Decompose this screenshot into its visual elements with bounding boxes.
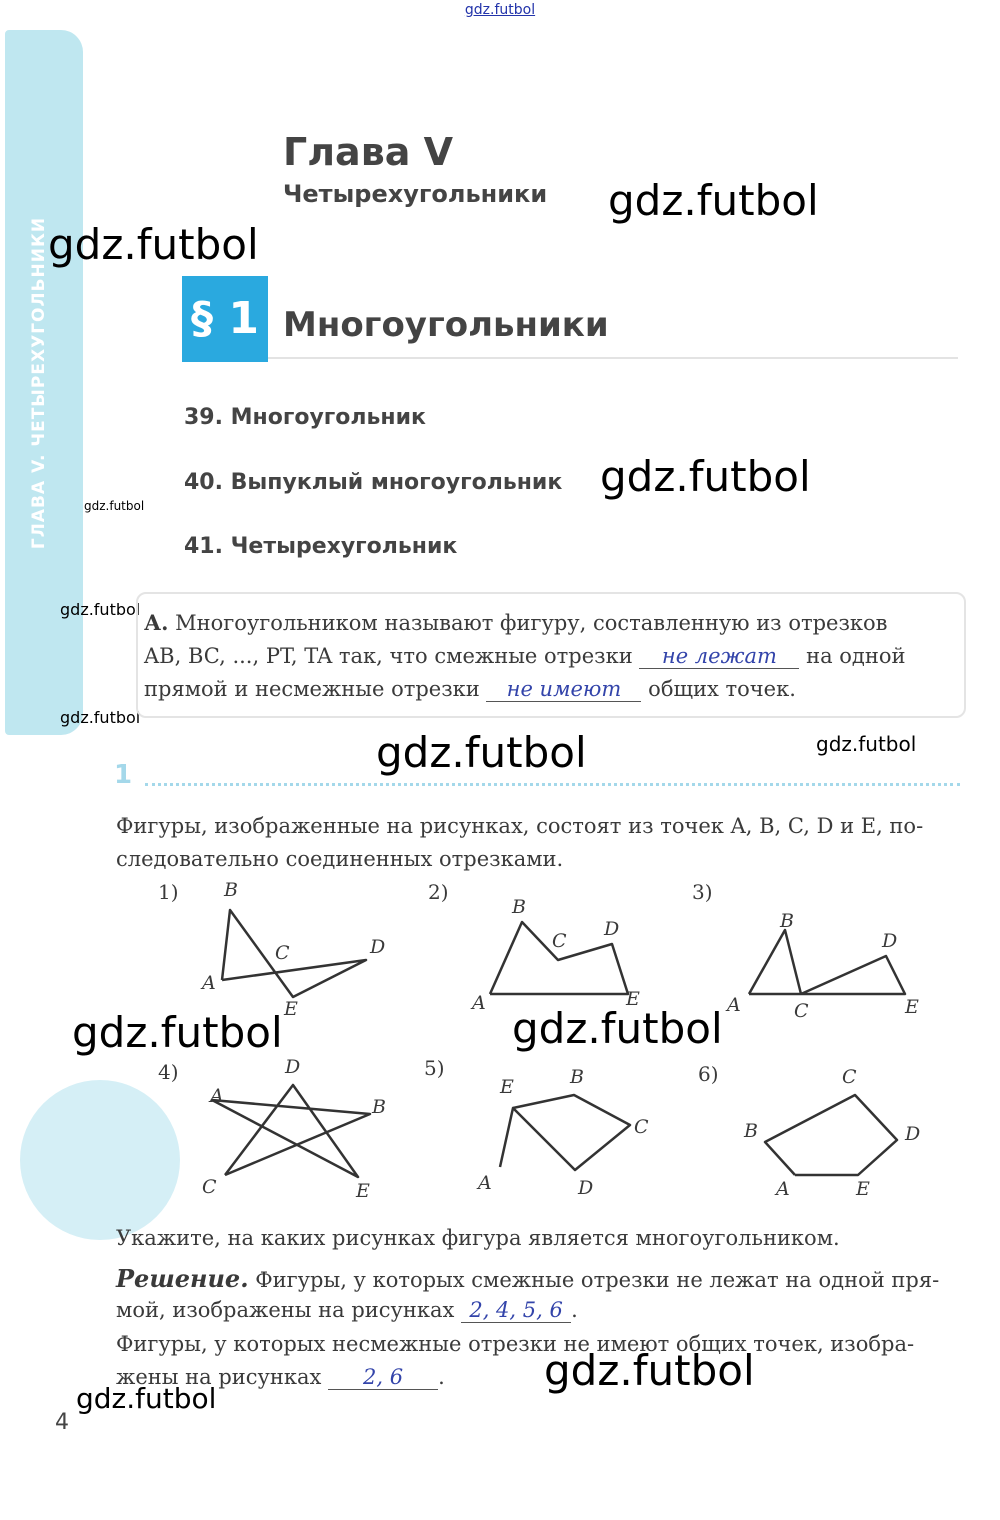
solution-line xyxy=(116,1264,939,1293)
point-label: A xyxy=(472,992,486,1014)
figure-number: 2) xyxy=(428,880,449,904)
point-label: A xyxy=(776,1178,790,1200)
point-label: E xyxy=(284,998,298,1020)
watermark-link[interactable]: gdz.futbol xyxy=(464,2,536,18)
watermark: gdz.futbol xyxy=(60,600,141,619)
figure-number: 6) xyxy=(698,1062,719,1086)
watermark: gdz.futbol xyxy=(60,708,141,727)
solution-line: Фигуры, у которых несмежные отрезки не имеют общих точек, изобра- xyxy=(116,1332,915,1356)
point-label: C xyxy=(794,1000,809,1022)
section-title: Многоугольники xyxy=(283,305,609,345)
handwritten-answer: не лежат xyxy=(639,644,799,669)
definition-line xyxy=(144,644,906,669)
point-label: D xyxy=(604,918,620,940)
point-label: D xyxy=(578,1177,594,1199)
solution-label: Решение. xyxy=(116,1264,249,1293)
watermark: gdz.futbol xyxy=(512,1004,723,1053)
topic-item: 40. Выпуклый многоугольник xyxy=(184,470,563,495)
figure-number: 5) xyxy=(424,1056,445,1080)
sidebar-label: ГЛАВА V. ЧЕТЫРЕХУГОЛЬНИКИ xyxy=(29,216,49,549)
definition-text: Многоугольником называют фигуру, составленную из отрезков xyxy=(175,611,888,635)
figure-number: 1) xyxy=(158,880,179,904)
section-number-badge: § 1 xyxy=(182,276,268,362)
handwritten-answer: 2, 4, 5, 6 xyxy=(461,1298,571,1323)
point-label: D xyxy=(285,1056,301,1078)
handwritten-answer: 2, 6 xyxy=(328,1365,438,1390)
point-label: C xyxy=(552,930,567,952)
point-label: A xyxy=(478,1172,492,1194)
chapter-subtitle: Четырехугольники xyxy=(283,180,548,208)
point-label: A xyxy=(210,1085,224,1107)
decorative-circle xyxy=(20,1080,180,1240)
definition-text: прямой и несмежные отрезки xyxy=(144,677,480,701)
watermark: gdz.futbol xyxy=(48,220,259,269)
task-intro: следовательно соединенных отрезками. xyxy=(116,847,564,871)
watermark: gdz.futbol xyxy=(72,1008,283,1057)
watermark: gdz.futbol xyxy=(816,732,917,756)
handwritten-answer: не имеют xyxy=(486,677,641,702)
chapter-title: Глава V xyxy=(283,130,454,174)
definition-text: AB, BC, ..., PT, TA так, что смежные отрезки xyxy=(144,644,633,668)
figure-number: 3) xyxy=(692,880,713,904)
point-label: B xyxy=(780,910,794,932)
point-label: E xyxy=(626,988,640,1010)
point-label: C xyxy=(634,1116,649,1138)
task-divider xyxy=(145,783,960,786)
point-label: D xyxy=(905,1123,921,1145)
point-label: C xyxy=(275,942,290,964)
point-label: B xyxy=(512,896,526,918)
figure-5-polyline xyxy=(500,1095,630,1170)
section-divider xyxy=(268,357,958,359)
point-label: E xyxy=(905,996,919,1018)
point-label: E xyxy=(500,1076,514,1098)
solution-text: жены на рисунках xyxy=(116,1365,322,1389)
point-label: C xyxy=(202,1176,217,1198)
watermark: gdz.futbol xyxy=(600,452,811,501)
figure-4-polyline xyxy=(212,1085,370,1177)
point-label: D xyxy=(882,930,898,952)
point-label: E xyxy=(856,1178,870,1200)
topic-item: 41. Четырехугольник xyxy=(184,534,458,559)
watermark: gdz.futbol xyxy=(76,1382,217,1415)
point-label: D xyxy=(370,936,386,958)
figure-1-polyline xyxy=(222,910,366,997)
figure-number: 4) xyxy=(158,1060,179,1084)
page-number: 4 xyxy=(55,1410,69,1435)
definition-label: А. xyxy=(144,610,169,635)
task-intro: Фигуры, изображенные на рисунках, состоят из точек A, B, C, D и E, по- xyxy=(116,814,924,838)
watermark: gdz.futbol xyxy=(544,1346,755,1395)
watermark: gdz.futbol xyxy=(84,499,145,513)
definition-text: на одной xyxy=(806,644,906,668)
task-number: 1 xyxy=(114,760,133,790)
point-label: A xyxy=(202,972,216,994)
point-label: B xyxy=(372,1096,386,1118)
point-label: A xyxy=(727,994,741,1016)
topic-item: 39. Многоугольник xyxy=(184,405,426,430)
point-label: B xyxy=(570,1066,584,1088)
figure-6-polyline xyxy=(765,1095,897,1175)
solution-text: мой, изображены на рисунках xyxy=(116,1298,455,1322)
watermark: gdz.futbol xyxy=(376,728,587,777)
solution-line: жены на рисунках 2, 6 . xyxy=(116,1365,445,1389)
watermark: gdz.futbol xyxy=(608,176,819,225)
point-label: B xyxy=(224,879,238,901)
point-label: E xyxy=(356,1180,370,1202)
definition-text: общих точек. xyxy=(648,677,796,701)
task-question: Укажите, на каких рисунках фигура является многоугольником. xyxy=(116,1226,840,1250)
definition-line xyxy=(144,610,888,635)
definition-line xyxy=(144,677,796,702)
point-label: B xyxy=(744,1120,758,1142)
solution-text: Фигуры, у которых смежные отрезки не лежат на одной пря- xyxy=(255,1268,940,1292)
solution-line: мой, изображены на рисунках 2, 4, 5, 6 . xyxy=(116,1298,578,1322)
point-label: C xyxy=(842,1066,857,1088)
